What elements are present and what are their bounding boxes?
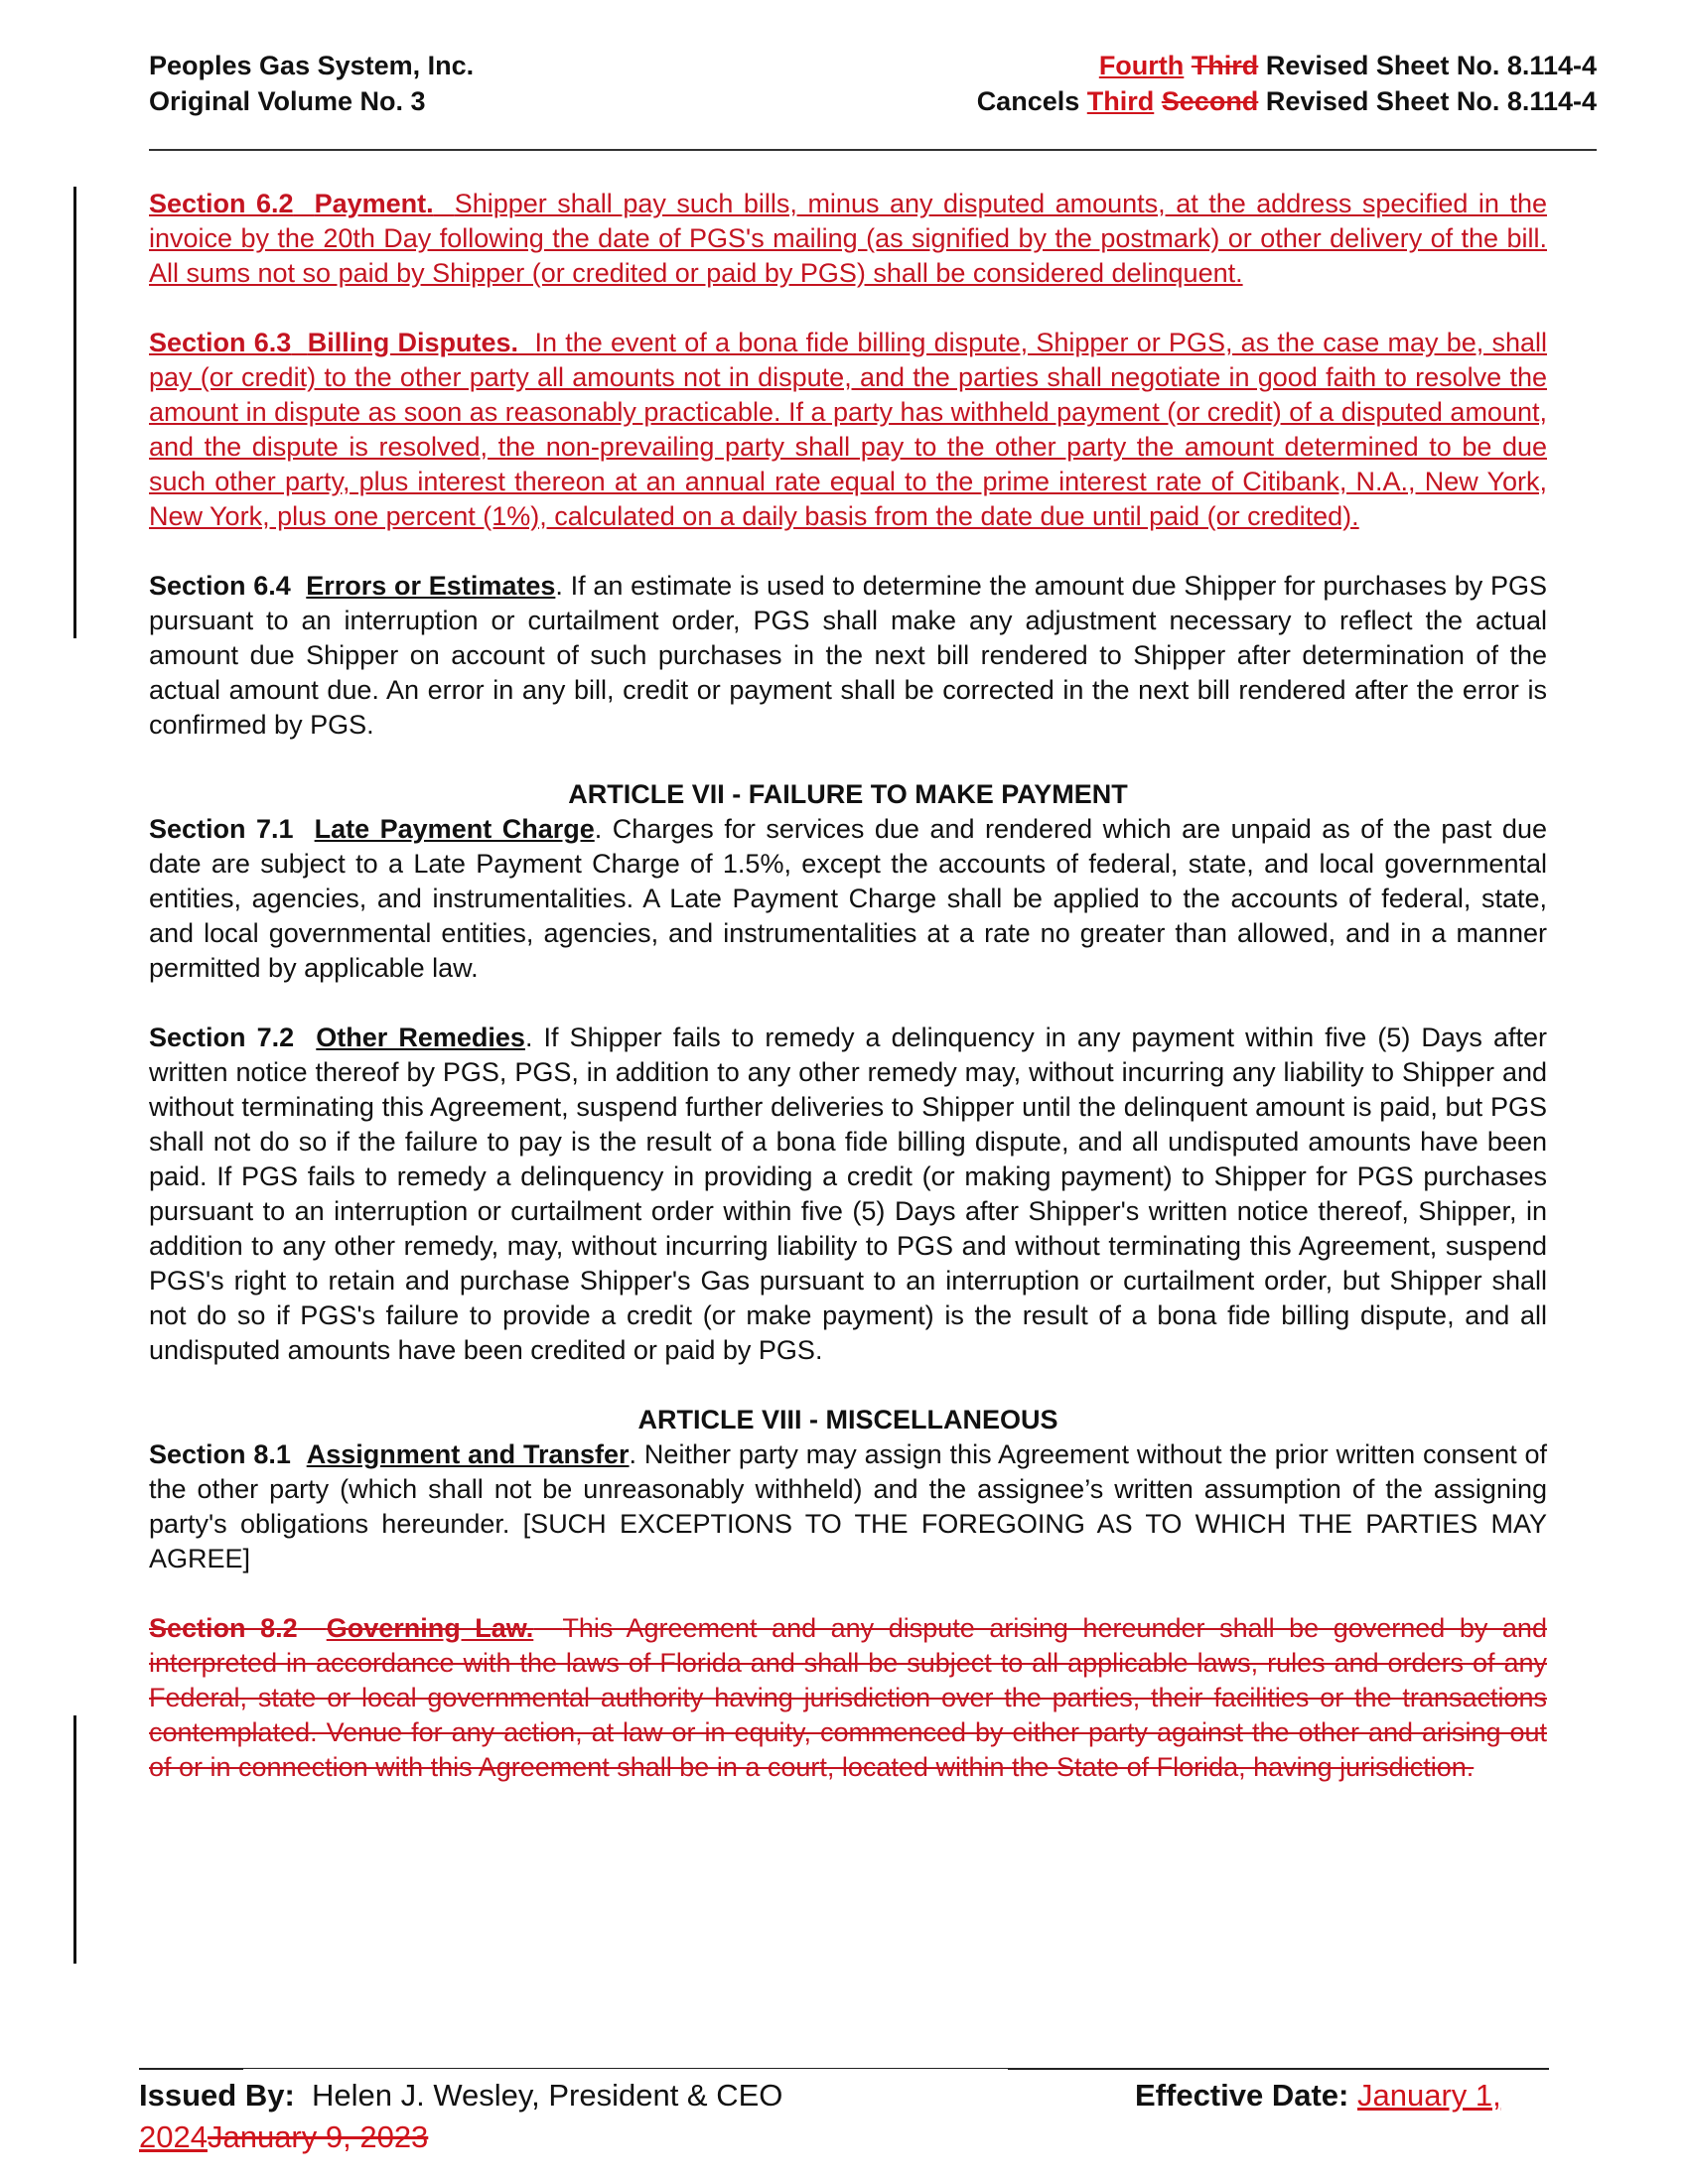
- issued-by-label: Issued By:: [139, 2078, 295, 2113]
- section-6-3-text: In the event of a bona fide billing dispute, Shipper or PGS, as the case may be, shall pay (or credit) to the other party all amounts not in dispute, and the parties shall negotiate in good faith to resolve the amount in dispute as soon as reasonably practicable. If a party has withheld payment (or credit) of a disputed amount, and the dispute is resolved, the non-prevailing party shall pay to the other party the amount determined to be due such other party, plus interest thereon at an annual rate equal to the prime interest rate of Citibank, N.A., New York, New York, plus one percent (1%), calculated on a daily basis from the date due until paid (or credited).: [149, 328, 1547, 531]
- section-7-2-title: Other Remedies: [316, 1023, 525, 1052]
- section-8-2-title: Governing Law.: [326, 1613, 534, 1643]
- header-left: [149, 48, 474, 119]
- section-6-3-title: Billing Disputes.: [307, 328, 519, 357]
- cancels-line: [977, 83, 1597, 119]
- section-6-2-title: Payment.: [314, 189, 434, 218]
- section-6-2-text: Shipper shall pay such bills, minus any disputed amounts, at the address specified in the invoice by the 20th Day following the date of PGS's mailing (as signified by the postmark) or other delivery of the bill. All sums not so paid by Shipper (or credited or paid by PGS) shall be considered delinquent.: [149, 189, 1547, 288]
- section-8-2: [149, 1611, 1547, 1785]
- change-bar-bottom: [73, 1715, 76, 1964]
- cancels-inserted-word: Third: [1086, 86, 1155, 116]
- header-rule: [149, 149, 1597, 151]
- cancels-label: Cancels: [976, 86, 1080, 116]
- section-7-1-number: Section 7.1: [149, 814, 294, 844]
- section-7-2-text: . If Shipper fails to remedy a delinquency in any payment within five (5) Days after written notice thereof by PGS, PGS, in addition to any other remedy may, without incurring any liability to Shipper and without terminating this Agreement, suspend further deliveries to Shipper until the delinquent amount is paid, but PGS shall not do so if the failure to pay is the result of a bona fide billing dispute, and all undisputed amounts have been paid. If PGS fails to remedy a delinquency in providing a credit (or making payment) to Shipper for PGS purchases pursuant to an interruption or curtailment order within five (5) Days after Shipper's written notice thereof, Shipper, in addition to any other remedy, may, without incurring liability to PGS and without terminating this Agreement, suspend PGS's right to retain and purchase Shipper's Gas pursuant to an interruption or curtailment order, but Shipper shall not do so if PGS's failure to provide a credit (or make payment) is the result of a bona fide billing dispute, and all undisputed amounts have been credited or paid by PGS.: [149, 1023, 1548, 1365]
- sheet-inserted-word: Fourth: [1098, 51, 1185, 80]
- section-8-1: [149, 1437, 1547, 1576]
- effective-date-inserted-1: January 1,: [1356, 2078, 1501, 2113]
- section-6-4: [149, 569, 1547, 743]
- volume-number: Original Volume No. 3: [149, 86, 426, 116]
- effective-date-block: [1135, 2075, 1501, 2116]
- sheet-number-rest: Revised Sheet No. 8.114-4: [1265, 51, 1597, 80]
- article-8-heading: ARTICLE VIII - MISCELLANEOUS: [637, 1405, 1058, 1434]
- effective-date-label: Effective Date:: [1135, 2078, 1349, 2113]
- footer-rule-middle: [243, 2068, 1008, 2069]
- footer-rule-left: [139, 2068, 243, 2070]
- footer-rule-right: [1008, 2068, 1549, 2070]
- effective-date-deleted: January 9, 2023: [207, 2119, 429, 2154]
- effective-date-continuation: [139, 2116, 428, 2158]
- section-6-4-text: . If an estimate is used to determine the amount due Shipper for purchases by PGS pursuant to an interruption or curtailment order, PGS shall make any adjustment necessary to reflect the actual amount due Shipper on account of such purchases in the next bill rendered to Shipper after determination of the actual amount due. An error in any bill, credit or payment shall be corrected in the next bill rendered after the error is confirmed by PGS.: [149, 571, 1547, 740]
- section-6-2-number: Section 6.2: [149, 189, 294, 218]
- header-right: [977, 48, 1597, 119]
- change-bar-top: [73, 187, 76, 638]
- section-7-1-title: Late Payment Charge: [314, 814, 595, 844]
- section-8-1-number: Section 8.1: [149, 1439, 291, 1469]
- article-7-heading: ARTICLE VII - FAILURE TO MAKE PAYMENT: [568, 779, 1128, 809]
- section-7-2-number: Section 7.2: [149, 1023, 295, 1052]
- company-name: Peoples Gas System, Inc.: [149, 51, 475, 80]
- section-8-1-title: Assignment and Transfer: [306, 1439, 630, 1469]
- section-8-1-text: . Neither party may assign this Agreement without the prior written consent of the other party (which shall not be unreasonably withheld) and the assignee’s written assumption of the assigning party's obligations hereunder. [SUCH EXCEPTIONS TO THE FOREGOING AS TO WHICH THE PARTIES MAY AGREE]: [149, 1439, 1547, 1573]
- section-6-2: [149, 187, 1547, 291]
- section-8-2-number: Section 8.2: [149, 1613, 298, 1643]
- effective-date-inserted-2: 2024: [139, 2119, 208, 2154]
- section-7-2: [149, 1021, 1547, 1368]
- section-7-1: [149, 812, 1547, 986]
- issued-by-name: Helen J. Wesley, President & CEO: [312, 2078, 783, 2113]
- section-7-1-text: . Charges for services due and rendered which are unpaid as of the past due date are subject to a Late Payment Charge of 1.5%, except the accounts of federal, state, and local governmental entities, agencies, and instrumentalities. A Late Payment Charge shall be applied to the accounts of federal, state, and local governmental entities, agencies, and instrumentalities at a rate no greater than allowed, and in a manner permitted by applicable law.: [149, 814, 1547, 983]
- sheet-number-line: [977, 48, 1597, 83]
- issued-by-block: [139, 2075, 782, 2116]
- section-6-4-number: Section 6.4: [149, 571, 291, 601]
- section-6-4-title: Errors or Estimates: [306, 571, 556, 601]
- cancels-deleted-word: Second: [1161, 86, 1259, 116]
- section-6-3: [149, 326, 1547, 534]
- cancels-rest: Revised Sheet No. 8.114-4: [1265, 86, 1597, 116]
- sheet-deleted-word: Third: [1191, 51, 1259, 80]
- section-6-3-number: Section 6.3: [149, 328, 292, 357]
- section-8-2-text: This Agreement and any dispute arising hereunder shall be governed by and interpreted in accordance with the laws of Florida and shall be subject to all applicable laws, rules and orders of any Federal, state or local governmental authority having jurisdiction over the parties, their facilities or the transactions contemplated. Venue for any action, at law or in equity, commenced by either party against the other and arising out of or in connection with this Agreement shall be in a court, located within the State of Florida, having jurisdiction.: [149, 1613, 1547, 1782]
- document-body: [149, 187, 1547, 1820]
